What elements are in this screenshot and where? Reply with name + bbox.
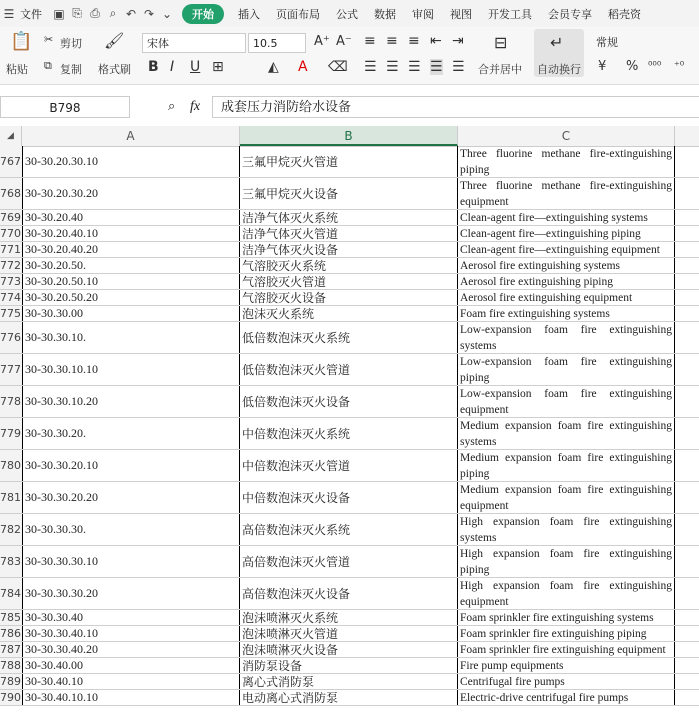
menu-bar xyxy=(0,0,699,27)
cell-english-name[interactable]: Aerosol fire extinguishing systems xyxy=(458,258,675,273)
row-number[interactable]: 781 xyxy=(0,482,22,513)
cell-chinese-name[interactable]: 洁净气体灭火系统 xyxy=(240,210,458,225)
cell-chinese-name[interactable]: 离心式消防泵 xyxy=(240,674,458,689)
italic-icon[interactable]: I xyxy=(170,59,175,75)
cell-code[interactable]: 30-30.20.30.10 xyxy=(22,146,240,177)
indent-increase-icon[interactable]: ⇥ xyxy=(452,33,464,49)
merge-center-icon[interactable]: ⊟ xyxy=(494,33,508,52)
cell-chinese-name[interactable]: 气溶胶灭火管道 xyxy=(240,274,458,289)
cell-english-name[interactable]: Foam sprinkler fire extinguishing systems xyxy=(458,610,675,625)
fx-icon[interactable]: fx xyxy=(190,99,201,114)
format-painter-icon[interactable]: 🖌 xyxy=(104,31,125,50)
cell-code[interactable]: 30-30.30.10.20 xyxy=(22,386,240,417)
table-row xyxy=(0,354,699,386)
paste-icon[interactable]: 📋 xyxy=(10,31,33,52)
tab-view[interactable]: 视图 xyxy=(450,7,472,21)
cell-code[interactable]: 30-30.30.30. xyxy=(22,514,240,545)
select-all-corner[interactable]: ◢ xyxy=(0,126,22,146)
align-top-icon[interactable]: ≡ xyxy=(364,33,376,49)
table-row xyxy=(0,418,699,450)
cell-english-name[interactable]: Electric-drive centrifugal fire pumps xyxy=(458,690,675,705)
cell-code[interactable]: 30-30.20.30.20 xyxy=(22,178,240,209)
cell-code[interactable]: 30-30.40.10.10 xyxy=(22,690,240,705)
cell-chinese-name[interactable]: 中倍数泡沫灭火系统 xyxy=(240,418,458,449)
cell-code[interactable]: 30-30.30.40.10 xyxy=(22,626,240,641)
cell-chinese-name[interactable]: 低倍数泡沫灭火设备 xyxy=(240,386,458,417)
column-header-a[interactable]: A xyxy=(22,126,240,146)
cell-chinese-name[interactable]: 低倍数泡沫灭火管道 xyxy=(240,354,458,385)
cell-chinese-name[interactable]: 气溶胶灭火设备 xyxy=(240,290,458,305)
cell-english-name[interactable]: Medium expansion foam fire extinguishing piping xyxy=(458,450,675,481)
cell-chinese-name[interactable]: 洁净气体灭火管道 xyxy=(240,226,458,241)
table-row xyxy=(0,258,699,274)
row-number[interactable]: 788 xyxy=(0,659,21,672)
table-row xyxy=(0,322,699,354)
cell-english-name[interactable]: High expansion foam fire extinguishing systems xyxy=(458,514,675,545)
table-row xyxy=(0,386,699,418)
cell-english-name[interactable]: Three fluorine methane fire-extinguishing equipment xyxy=(458,178,675,209)
cell-code[interactable]: 30-30.20.50.10 xyxy=(22,274,240,289)
cell-code[interactable]: 30-30.30.20. xyxy=(22,418,240,449)
ribbon xyxy=(0,27,699,85)
cell-english-name[interactable]: Foam sprinkler fire extinguishing piping xyxy=(458,626,675,641)
row-number[interactable]: 769 xyxy=(0,211,21,224)
align-right-icon[interactable]: ☰ xyxy=(408,59,421,75)
decimal-icon[interactable]: ⁺⁰ xyxy=(674,59,685,72)
cell-chinese-name[interactable]: 泡沫喷淋灭火管道 xyxy=(240,626,458,641)
font-grow-icon[interactable]: A⁺ xyxy=(314,34,330,49)
cell-chinese-name[interactable]: 中倍数泡沫灭火管道 xyxy=(240,450,458,481)
save-icon[interactable]: ▣ xyxy=(53,6,65,21)
cell-code[interactable]: 30-30.30.40.20 xyxy=(22,642,240,657)
row-number[interactable]: 771 xyxy=(0,243,21,256)
cell-chinese-name[interactable]: 泡沫灭火系统 xyxy=(240,306,458,321)
column-header-bar xyxy=(0,126,699,147)
cell-english-name[interactable]: Low-expansion foam fire extinguishing systems xyxy=(458,322,675,353)
cell-code[interactable]: 30-30.20.50. xyxy=(22,258,240,273)
cell-english-name[interactable]: Aerosol fire extinguishing piping xyxy=(458,274,675,289)
cell-english-name[interactable]: High expansion foam fire extinguishing piping xyxy=(458,546,675,577)
row-number[interactable]: 778 xyxy=(0,386,22,417)
cell-code[interactable]: 30-30.30.10.10 xyxy=(22,354,240,385)
table-row xyxy=(0,658,699,674)
tab-page-layout[interactable]: 页面布局 xyxy=(276,7,320,21)
cell-code[interactable]: 30-30.30.20.10 xyxy=(22,450,240,481)
cell-chinese-name[interactable]: 洁净气体灭火设备 xyxy=(240,242,458,257)
copy-icon[interactable]: ⧉ xyxy=(44,59,52,72)
table-row xyxy=(0,290,699,306)
align-center-icon[interactable]: ☰ xyxy=(386,59,399,75)
table-row xyxy=(0,642,699,658)
cell-chinese-name[interactable]: 低倍数泡沫灭火系统 xyxy=(240,322,458,353)
formula-input[interactable]: 成套压力消防给水设备 xyxy=(212,96,699,118)
redo-icon[interactable]: ↷ xyxy=(143,6,155,21)
tab-docer[interactable]: 稻壳资 xyxy=(608,7,641,21)
table-row xyxy=(0,674,699,690)
align-left-icon[interactable]: ☰ xyxy=(364,59,377,75)
cell-english-name[interactable]: Foam fire extinguishing systems xyxy=(458,306,675,321)
cell-code[interactable]: 30-30.30.30.20 xyxy=(22,578,240,609)
cell-english-name[interactable]: Centrifugal fire pumps xyxy=(458,674,675,689)
export-icon[interactable]: ⎘ xyxy=(72,6,82,20)
cell-chinese-name[interactable]: 消防泵设备 xyxy=(240,658,458,673)
paste-button[interactable]: 粘贴 xyxy=(6,63,28,76)
row-number[interactable]: 768 xyxy=(0,178,22,209)
cell-chinese-name[interactable]: 泡沫喷淋灭火设备 xyxy=(240,642,458,657)
row-number[interactable]: 780 xyxy=(0,450,22,481)
tab-insert[interactable]: 插入 xyxy=(238,7,260,21)
row-number[interactable]: 779 xyxy=(0,418,22,449)
cell-english-name[interactable]: Clean-agent fire—extinguishing piping xyxy=(458,226,675,241)
cell-chinese-name[interactable]: 泡沫喷淋灭火系统 xyxy=(240,610,458,625)
cell-chinese-name[interactable]: 高倍数泡沫灭火系统 xyxy=(240,514,458,545)
row-number[interactable]: 776 xyxy=(0,322,22,353)
wrap-text-button[interactable]: 自动换行 xyxy=(537,63,581,76)
cell-chinese-name[interactable]: 三氟甲烷灭火设备 xyxy=(240,178,458,209)
table-row xyxy=(0,242,699,258)
cell-english-name[interactable]: Clean-agent fire—extinguishing systems xyxy=(458,210,675,225)
menu-icon[interactable]: ☰ xyxy=(3,6,15,21)
cut-button[interactable]: 剪切 xyxy=(60,37,82,50)
cell-english-name[interactable]: Medium expansion foam fire extinguishing equipment xyxy=(458,482,675,513)
table-row xyxy=(0,690,699,706)
preview-icon[interactable]: ⌕ xyxy=(109,6,117,20)
undo-icon[interactable]: ↶ xyxy=(125,6,137,21)
row-number[interactable]: 774 xyxy=(0,291,21,304)
table-row xyxy=(0,546,699,578)
cell-english-name[interactable]: Low-expansion foam fire extinguishing piping xyxy=(458,354,675,385)
table-row xyxy=(0,626,699,642)
row-number[interactable]: 770 xyxy=(0,227,21,240)
row-number[interactable]: 786 xyxy=(0,627,21,640)
tab-review[interactable]: 审阅 xyxy=(412,7,434,21)
align-bottom-icon[interactable]: ≡ xyxy=(408,33,420,49)
print-icon[interactable]: ⎙ xyxy=(90,6,100,20)
indent-decrease-icon[interactable]: ⇤ xyxy=(430,33,442,49)
font-size-select[interactable]: 10.5 xyxy=(248,33,306,53)
table-row xyxy=(0,306,699,322)
row-number[interactable]: 772 xyxy=(0,259,21,272)
more-icon[interactable]: ⌄ xyxy=(161,6,173,21)
font-shrink-icon[interactable]: A⁻ xyxy=(336,34,352,49)
cell-english-name[interactable]: Three fluorine methane fire-extinguishing piping xyxy=(458,146,675,177)
column-header-c[interactable]: C xyxy=(458,126,675,146)
cell-code[interactable]: 30-30.20.40.20 xyxy=(22,242,240,257)
cell-code[interactable]: 30-30.20.40.10 xyxy=(22,226,240,241)
align-middle-icon[interactable]: ≡ xyxy=(386,33,398,49)
cell-code[interactable]: 30-30.30.30.10 xyxy=(22,546,240,577)
table-row xyxy=(0,578,699,610)
thousands-icon[interactable]: ⁰⁰⁰ xyxy=(648,59,662,72)
row-number[interactable]: 783 xyxy=(0,546,22,577)
cell-code[interactable]: 30-30.40.10 xyxy=(22,674,240,689)
tab-member[interactable]: 会员专享 xyxy=(548,7,592,21)
cell-english-name[interactable]: Foam sprinkler fire extinguishing equipment xyxy=(458,642,675,657)
zoom-icon[interactable]: ⌕ xyxy=(168,99,176,114)
table-row xyxy=(0,514,699,546)
bold-icon[interactable]: B xyxy=(148,59,159,75)
row-number[interactable]: 767 xyxy=(0,146,22,177)
table-row xyxy=(0,482,699,514)
cell-code[interactable]: 30-30.30.40 xyxy=(22,610,240,625)
table-row xyxy=(0,274,699,290)
table-row xyxy=(0,210,699,226)
table-row xyxy=(0,226,699,242)
row-number[interactable]: 787 xyxy=(0,643,21,656)
cell-chinese-name[interactable]: 高倍数泡沫灭火设备 xyxy=(240,578,458,609)
formula-bar xyxy=(0,96,699,120)
distribute-icon[interactable]: ☰ xyxy=(452,59,465,75)
merge-center-button[interactable]: 合并居中 xyxy=(478,63,522,76)
name-box[interactable]: B798 xyxy=(0,96,130,118)
font-color-icon[interactable]: A xyxy=(298,59,308,75)
cell-chinese-name[interactable]: 电动离心式消防泵 xyxy=(240,690,458,705)
row-number[interactable]: 773 xyxy=(0,275,21,288)
column-header-b[interactable]: B xyxy=(240,126,458,146)
format-painter-button[interactable]: 格式刷 xyxy=(98,63,131,76)
copy-button[interactable]: 复制 xyxy=(60,63,82,76)
underline-icon[interactable]: U xyxy=(190,59,201,75)
cell-english-name[interactable]: Aerosol fire extinguishing equipment xyxy=(458,290,675,305)
cell-code[interactable]: 30-30.30.20.20 xyxy=(22,482,240,513)
percent-icon[interactable]: % xyxy=(626,59,639,74)
cell-chinese-name[interactable]: 气溶胶灭火系统 xyxy=(240,258,458,273)
row-number[interactable]: 784 xyxy=(0,578,22,609)
tab-formula[interactable]: 公式 xyxy=(336,7,358,21)
cell-code[interactable]: 30-30.20.50.20 xyxy=(22,290,240,305)
fill-color-icon[interactable]: ◭ xyxy=(268,59,279,75)
cell-code[interactable]: 30-30.30.10. xyxy=(22,322,240,353)
font-name-select[interactable]: 宋体 xyxy=(142,33,246,53)
row-number[interactable]: 775 xyxy=(0,307,21,320)
row-number[interactable]: 790 xyxy=(0,691,21,704)
cell-english-name[interactable]: High expansion foam fire extinguishing equipment xyxy=(458,578,675,609)
table-row xyxy=(0,146,699,178)
cell-chinese-name[interactable]: 三氟甲烷灭火管道 xyxy=(240,146,458,177)
currency-icon[interactable]: ¥ xyxy=(598,59,607,74)
table-row xyxy=(0,610,699,626)
row-number[interactable]: 789 xyxy=(0,675,21,688)
menu-file[interactable]: 文件 xyxy=(20,7,42,21)
cell-english-name[interactable]: Low-expansion foam fire extinguishing equipment xyxy=(458,386,675,417)
cell-english-name[interactable]: Medium expansion foam fire extinguishing systems xyxy=(458,418,675,449)
number-format-select[interactable]: 常规 xyxy=(596,36,618,49)
tab-data[interactable]: 数据 xyxy=(374,7,396,21)
wrap-text-icon[interactable]: ↵ xyxy=(550,33,564,52)
row-number[interactable]: 782 xyxy=(0,514,22,545)
cell-code[interactable]: 30-30.20.40 xyxy=(22,210,240,225)
row-number[interactable]: 785 xyxy=(0,611,21,624)
tab-developer[interactable]: 开发工具 xyxy=(488,7,532,21)
cell-chinese-name[interactable]: 高倍数泡沫灭火管道 xyxy=(240,546,458,577)
justify-icon[interactable]: ☰ xyxy=(430,59,443,75)
cell-chinese-name[interactable]: 中倍数泡沫灭火设备 xyxy=(240,482,458,513)
cell-english-name[interactable]: Fire pump equipments xyxy=(458,658,675,673)
row-number[interactable]: 777 xyxy=(0,354,22,385)
cell-code[interactable]: 30-30.40.00 xyxy=(22,658,240,673)
clear-icon[interactable]: ⌫ xyxy=(328,59,348,75)
cut-icon[interactable]: ✂ xyxy=(44,33,54,46)
table-row xyxy=(0,178,699,210)
border-icon[interactable]: ⊞ xyxy=(212,59,224,75)
cell-code[interactable]: 30-30.30.00 xyxy=(22,306,240,321)
table-row xyxy=(0,450,699,482)
cell-english-name[interactable]: Clean-agent fire—extinguishing equipment xyxy=(458,242,675,257)
tab-start[interactable]: 开始 xyxy=(182,4,224,24)
